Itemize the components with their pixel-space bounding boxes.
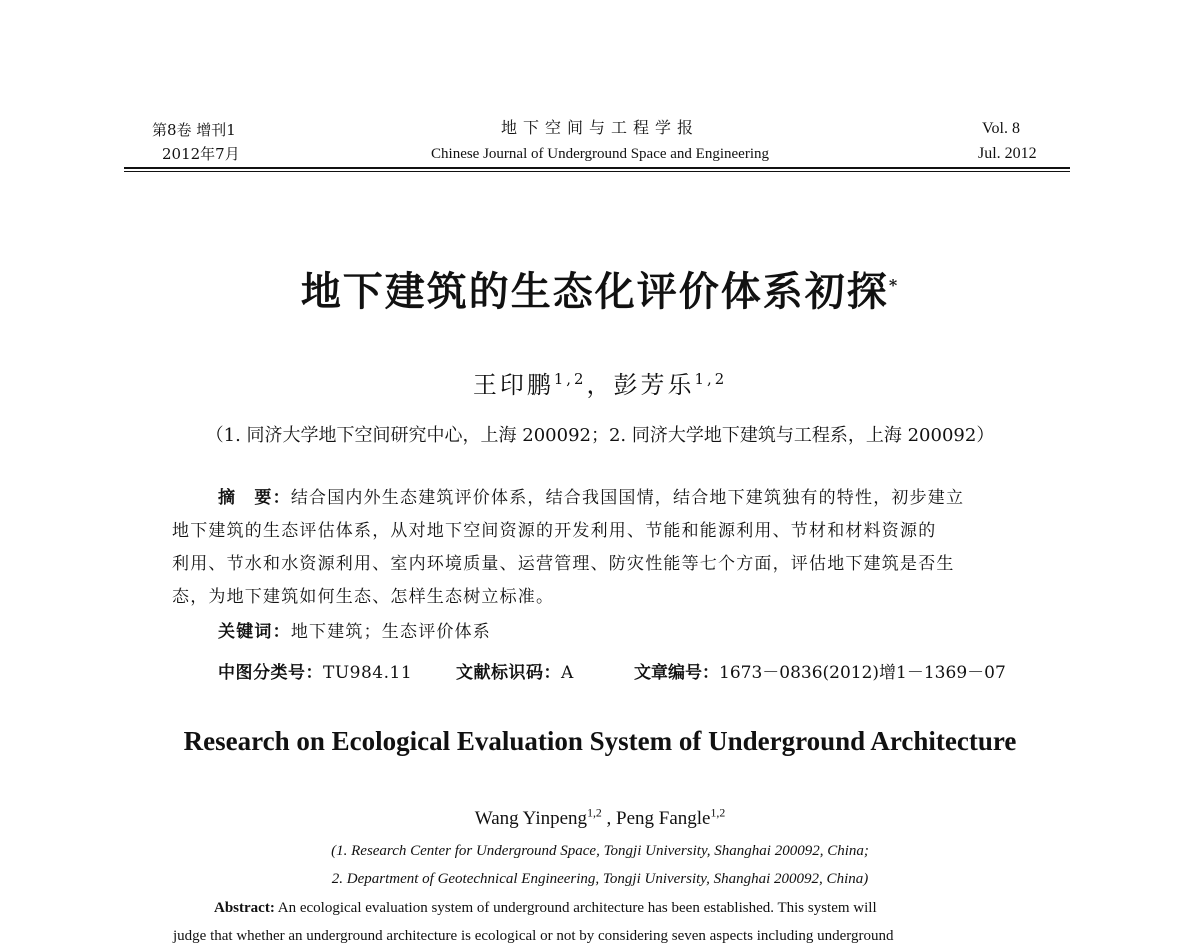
author-zh-1: 王印鹏	[472, 371, 554, 399]
classification-clc: 中图分类号：TU984.11	[218, 663, 413, 683]
header-journal-en: Chinese Journal of Underground Space and Engineering	[431, 146, 769, 162]
abstract-en-line-1: Abstract: An ecological evaluation system of underground architecture has been established. This system will	[214, 900, 877, 916]
keywords-value: 地下建筑；生态评价体系	[290, 622, 492, 642]
author-zh-2: 彭芳乐	[613, 371, 695, 399]
abstract-zh-line-1: 摘 要：结合国内外生态建筑评价体系，结合我国国情，结合地下建筑独有的特性，初步建立	[218, 488, 965, 508]
authors-en: Wang Yinpeng$^{1,2}$ , Peng Fangle$^{1,2}$	[474, 806, 726, 829]
keywords-zh	[218, 616, 491, 649]
affiliation-en-1: (1. Research Center for Underground Space, Tongji University, Shanghai 200092, China;	[331, 843, 869, 859]
header-rule-thin	[124, 171, 1070, 172]
header-volume-zh: 第8卷 增刊1	[152, 121, 236, 139]
title-en: Research on Ecological Evaluation System of Underground Architecture	[183, 726, 1017, 756]
header-date-zh: 2012年7月	[162, 145, 240, 163]
affiliation-en-2: 2. Department of Geotechnical Engineering, Tongji University, Shanghai 200092, China)	[331, 871, 869, 887]
keywords-label: 关键词：	[218, 622, 291, 642]
abstract-zh-line-4: 态，为地下建筑如何生态、怎样生态树立标准。	[172, 587, 555, 607]
classification-doc: 文献标识码：A	[456, 663, 574, 683]
header-date-en: Jul. 2012	[978, 145, 1037, 162]
abstract-en-line-2: judge that whether an underground architecture is ecological or not by considering seven aspects including underground	[173, 928, 894, 944]
classification-article: 文章编号：1673－0836(2012)增1－1369－07	[634, 663, 1006, 683]
authors-zh: 王印鹏$^{1,2}$，彭芳乐$^{1,2}$	[472, 370, 728, 399]
header-rule-thick	[124, 167, 1070, 169]
title-zh: 地下建筑的生态化评价体系初探*	[300, 268, 900, 315]
abstract-zh	[172, 482, 1028, 614]
author-en-1: Wang Yinpeng	[474, 808, 588, 829]
header-volume-en: Vol. 8	[982, 120, 1020, 137]
affiliation-zh: （1. 同济大学地下空间研究中心，上海 200092；2. 同济大学地下建筑与工程系，上海 200092）	[205, 425, 995, 446]
abstract-zh-line-3: 利用、节水和水资源利用、室内环境质量、运营管理、防灾性能等七个方面，评估地下建筑是否生	[172, 554, 955, 574]
abstract-en-label: Abstract:	[214, 900, 275, 916]
abstract-zh-line-2: 地下建筑的生态评估体系，从对地下空间资源的开发利用、节能和能源利用、节材和材料资源的	[172, 521, 937, 541]
header-journal-zh: 地下空间与工程学报	[500, 118, 699, 137]
author-en-2: Peng Fangle	[616, 808, 711, 829]
abstract-zh-label: 摘 要：	[218, 488, 291, 508]
